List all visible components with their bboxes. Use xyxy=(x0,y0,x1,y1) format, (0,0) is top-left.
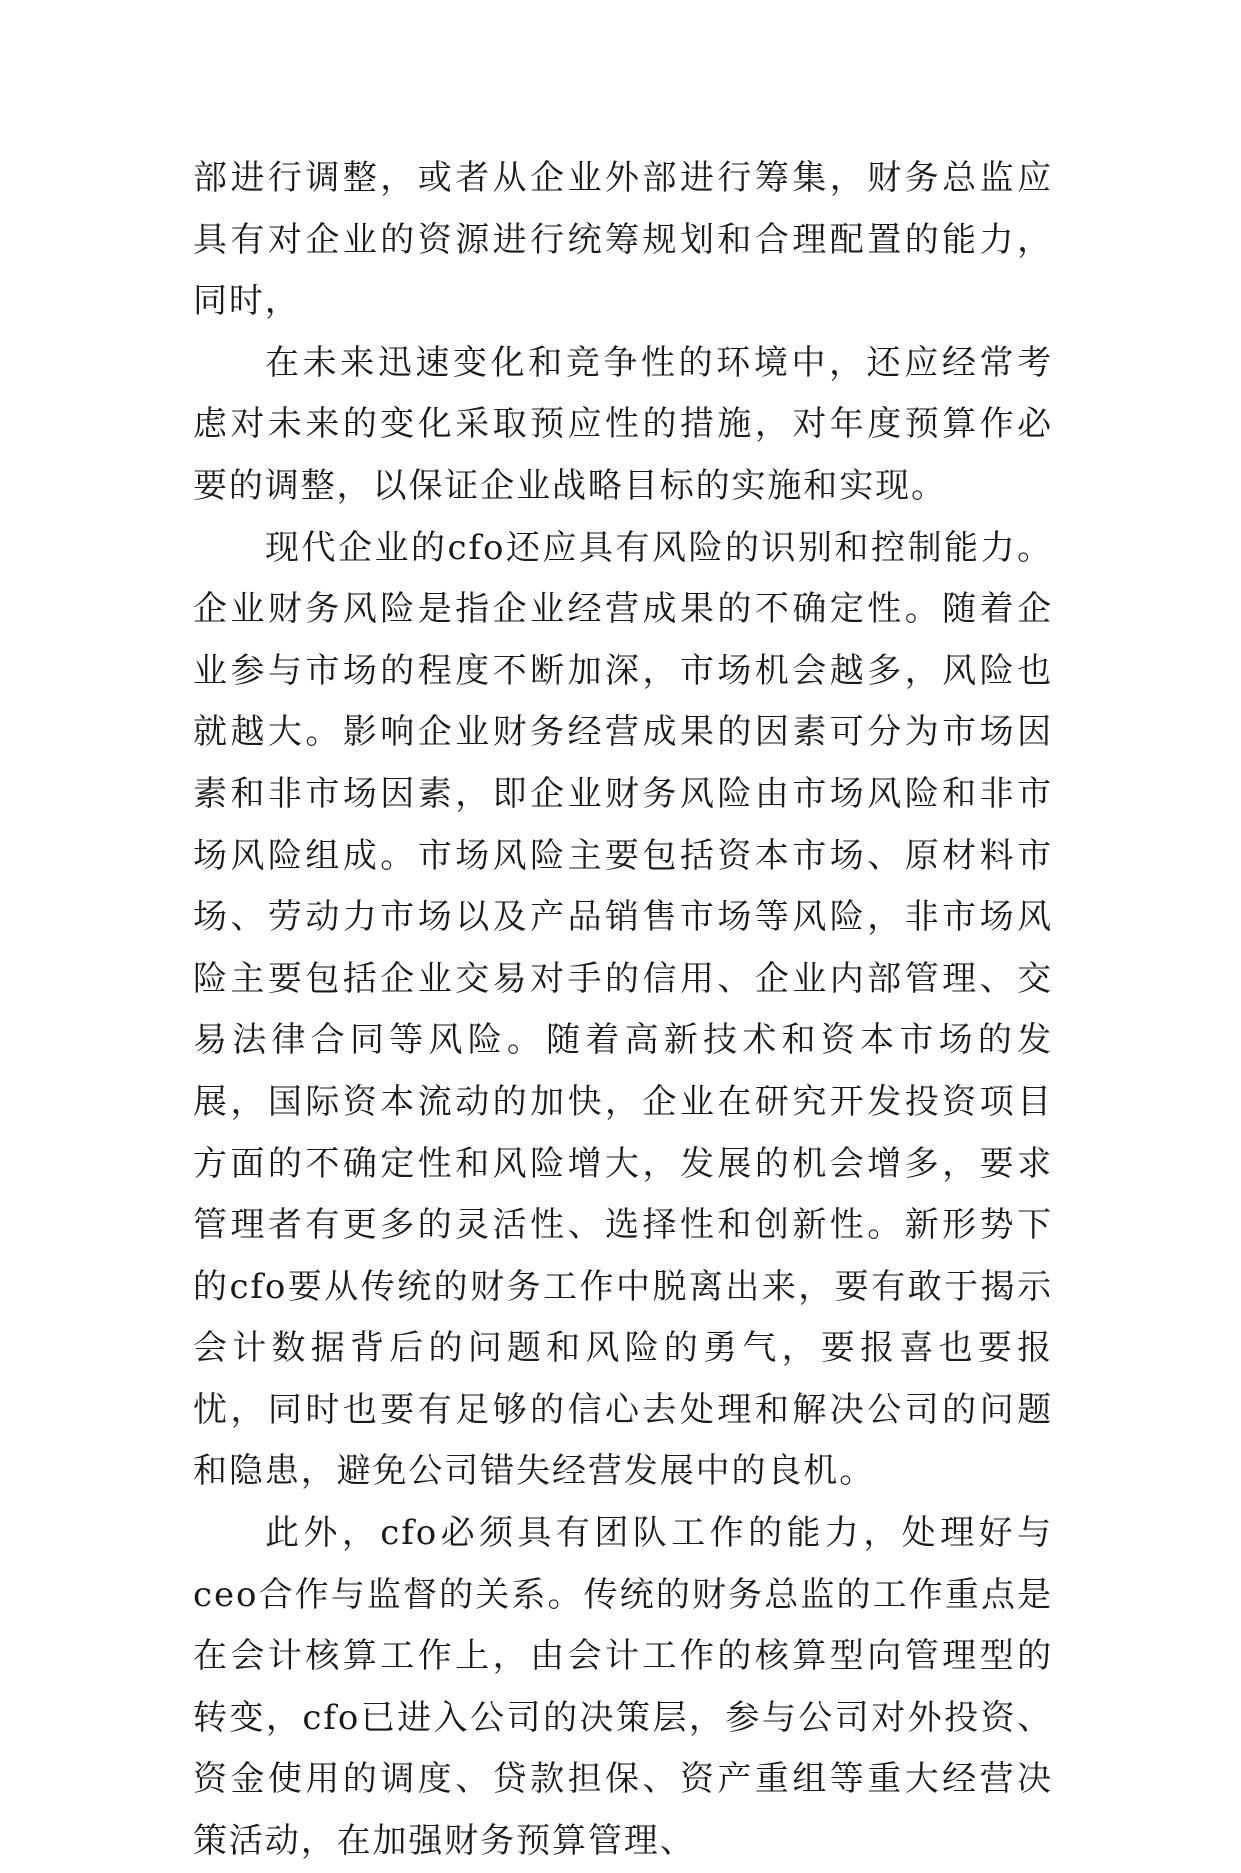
paragraph-1: 部进行调整，或者从企业外部进行筹集，财务总监应具有对企业的资源进行统筹规划和合理配置的能力，同时， xyxy=(193,158,1053,322)
paragraph-2: 在未来迅速变化和竞争性的环境中，还应经常考虑对未来的变化采取预应性的措施，对年度预算作必要的调整，以保证企业战略目标的实施和实现。 xyxy=(193,342,1053,506)
paragraph-4: 此外，cfo必须具有团队工作的能力，处理好与ceo合作与监督的关系。传统的财务总监的工作重点是在会计核算工作上，由会计工作的核算型向管理型的转变，cfo已进入公司的决策层，参与公司对外投资、资金使用的调度、贷款担保、资产重组等重大经营决策活动，在加强财务预算管理、 xyxy=(193,1513,1053,1862)
paragraph-3: 现代企业的cfo还应具有风险的识别和控制能力。企业财务风险是指企业经营成果的不确定性。随着企业参与市场的程度不断加深，市场机会越多，风险也就越大。影响企业财务经营成果的因素可分为市场因素和非市场因素，即企业财务风险由市场风险和非市场风险组成。市场风险主要包括资本市场、原材料市场、劳动力市场以及产品销售市场等风险，非市场风险主要包括企业交易对手的信用、企业内部管理、交易法律合同等风险。随着高新技术和资本市场的发展，国际资本流动的加快，企业在研究开发投资项目方面的不确定性和风险增大，发展的机会增多，要求管理者有更多的灵活性、选择性和创新性。新形势下的cfo要从传统的财务工作中脱离出来，要有敢于揭示会计数据背后的问题和风险的勇气，要报喜也要报忧，同时也要有足够的信心去处理和解决公司的问题和隐患，避免公司错失经营发展中的良机。 xyxy=(193,527,1053,1492)
document-body xyxy=(193,148,1053,1873)
